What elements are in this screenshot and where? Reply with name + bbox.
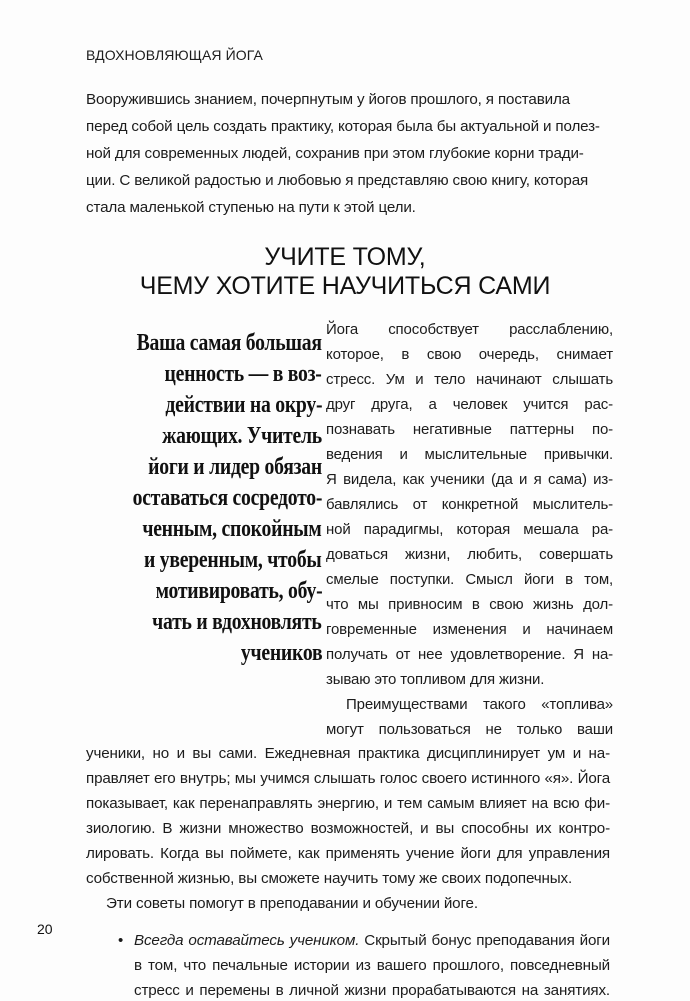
- text-line: что мы привносим в свою жизнь дол-: [326, 596, 613, 613]
- text-line: ной парадигмы, которая мешала ра-: [326, 521, 613, 538]
- text-line: зиологию. В жизни множество возможностей, и вы способны их контро-: [86, 820, 610, 837]
- bullet-text: Скрытый бонус преподавания йоги: [359, 932, 610, 949]
- pull-quote-line: йоги и лидер обязан: [148, 454, 322, 480]
- text-line: друг друга, а человек учится рас-: [326, 396, 613, 413]
- text-line: стресс и перемены в личной жизни прорабатываются на занятиях.: [134, 982, 610, 999]
- text-line: в том, что печальные истории из вашего прошлого, повседневный: [134, 957, 610, 974]
- text-line: ной для современных людей, сохранив при этом глубокие корни тради-: [86, 145, 584, 162]
- bullet-lead: Всегда оставайтесь учеником.: [134, 932, 360, 949]
- pull-quote-line: Ваша самая большая: [136, 330, 322, 356]
- text-line: говременные изменения и начинаем: [326, 621, 613, 638]
- bullet-icon: •: [118, 932, 124, 949]
- text-line: Вооружившись знанием, почерпнутым у йогов прошлого, я поставила: [86, 91, 570, 108]
- pull-quote-line: действии на окру-: [165, 392, 322, 418]
- text-line: [134, 932, 610, 949]
- text-line: Преимуществами такого «топлива»: [346, 696, 613, 713]
- text-line: лировать. Когда вы поймете, как применять учение йоги для управления: [86, 845, 610, 862]
- text-line: правляет его внутрь; мы учимся слышать голос своего истинного «я». Йога: [86, 770, 610, 787]
- text-line: Я видела, как ученики (да и я сама) из-: [326, 471, 613, 488]
- text-line: показывает, как перенаправлять энергию, и тем самым влияет на всю фи-: [86, 795, 610, 812]
- section-heading-line-1: УЧИТЕ ТОМУ,: [264, 243, 426, 271]
- text-line: ции. С великой радостью и любовью я представляю свою книгу, которая: [86, 172, 589, 189]
- text-line: получать от нее удовлетворение. Я на-: [326, 646, 613, 663]
- text-line: познавать негативные паттерны по-: [326, 421, 613, 438]
- text-line: ученики, но и вы сами. Ежедневная практика дисциплинирует ум и на-: [86, 745, 610, 762]
- text-line: бавлялись от конкретной мыслитель-: [326, 496, 613, 513]
- pull-quote-line: учеников: [240, 640, 322, 666]
- pull-quote-line: чать и вдохновлять: [152, 609, 322, 635]
- pull-quote-line: и уверенным, чтобы: [144, 547, 322, 573]
- text-line: которое, в свою очередь, снимает: [326, 346, 613, 363]
- text-line: могут пользоваться не только ваши: [326, 721, 613, 738]
- section-heading-line-2: ЧЕМУ ХОТИТЕ НАУЧИТЬСЯ САМИ: [139, 272, 551, 300]
- page-number: 20: [37, 921, 53, 937]
- text-line: Йога способствует расслаблению,: [326, 321, 613, 338]
- text-line: стала маленькой ступенью на пути к этой цели.: [86, 199, 416, 216]
- text-line: смелые поступки. Смысл йоги в том,: [326, 571, 613, 588]
- text-line: перед собой цель создать практику, которая была бы актуальной и полез-: [86, 118, 600, 135]
- text-line: стресс. Ум и тело начинают слышать: [326, 371, 613, 388]
- running-head: ВДОХНОВЛЯЮЩАЯ ЙОГА: [86, 47, 263, 63]
- text-line: доваться жизни, любить, совершать: [326, 546, 613, 563]
- pull-quote-line: ценность — в воз-: [164, 361, 322, 387]
- text-line: Эти советы помогут в преподавании и обучении йоге.: [106, 895, 478, 912]
- text-line: зываю это топливом для жизни.: [326, 671, 545, 688]
- pull-quote-line: ченным, спокойным: [142, 516, 322, 542]
- text-line: ведения и мыслительные привычки.: [326, 446, 613, 463]
- pull-quote-line: мотивировать, обу-: [155, 578, 322, 604]
- pull-quote-line: жающих. Учитель: [162, 423, 322, 449]
- pull-quote-line: оставаться сосредото-: [132, 485, 322, 511]
- text-line: собственной жизнью, вы сможете научить тому же своих подопечных.: [86, 870, 573, 887]
